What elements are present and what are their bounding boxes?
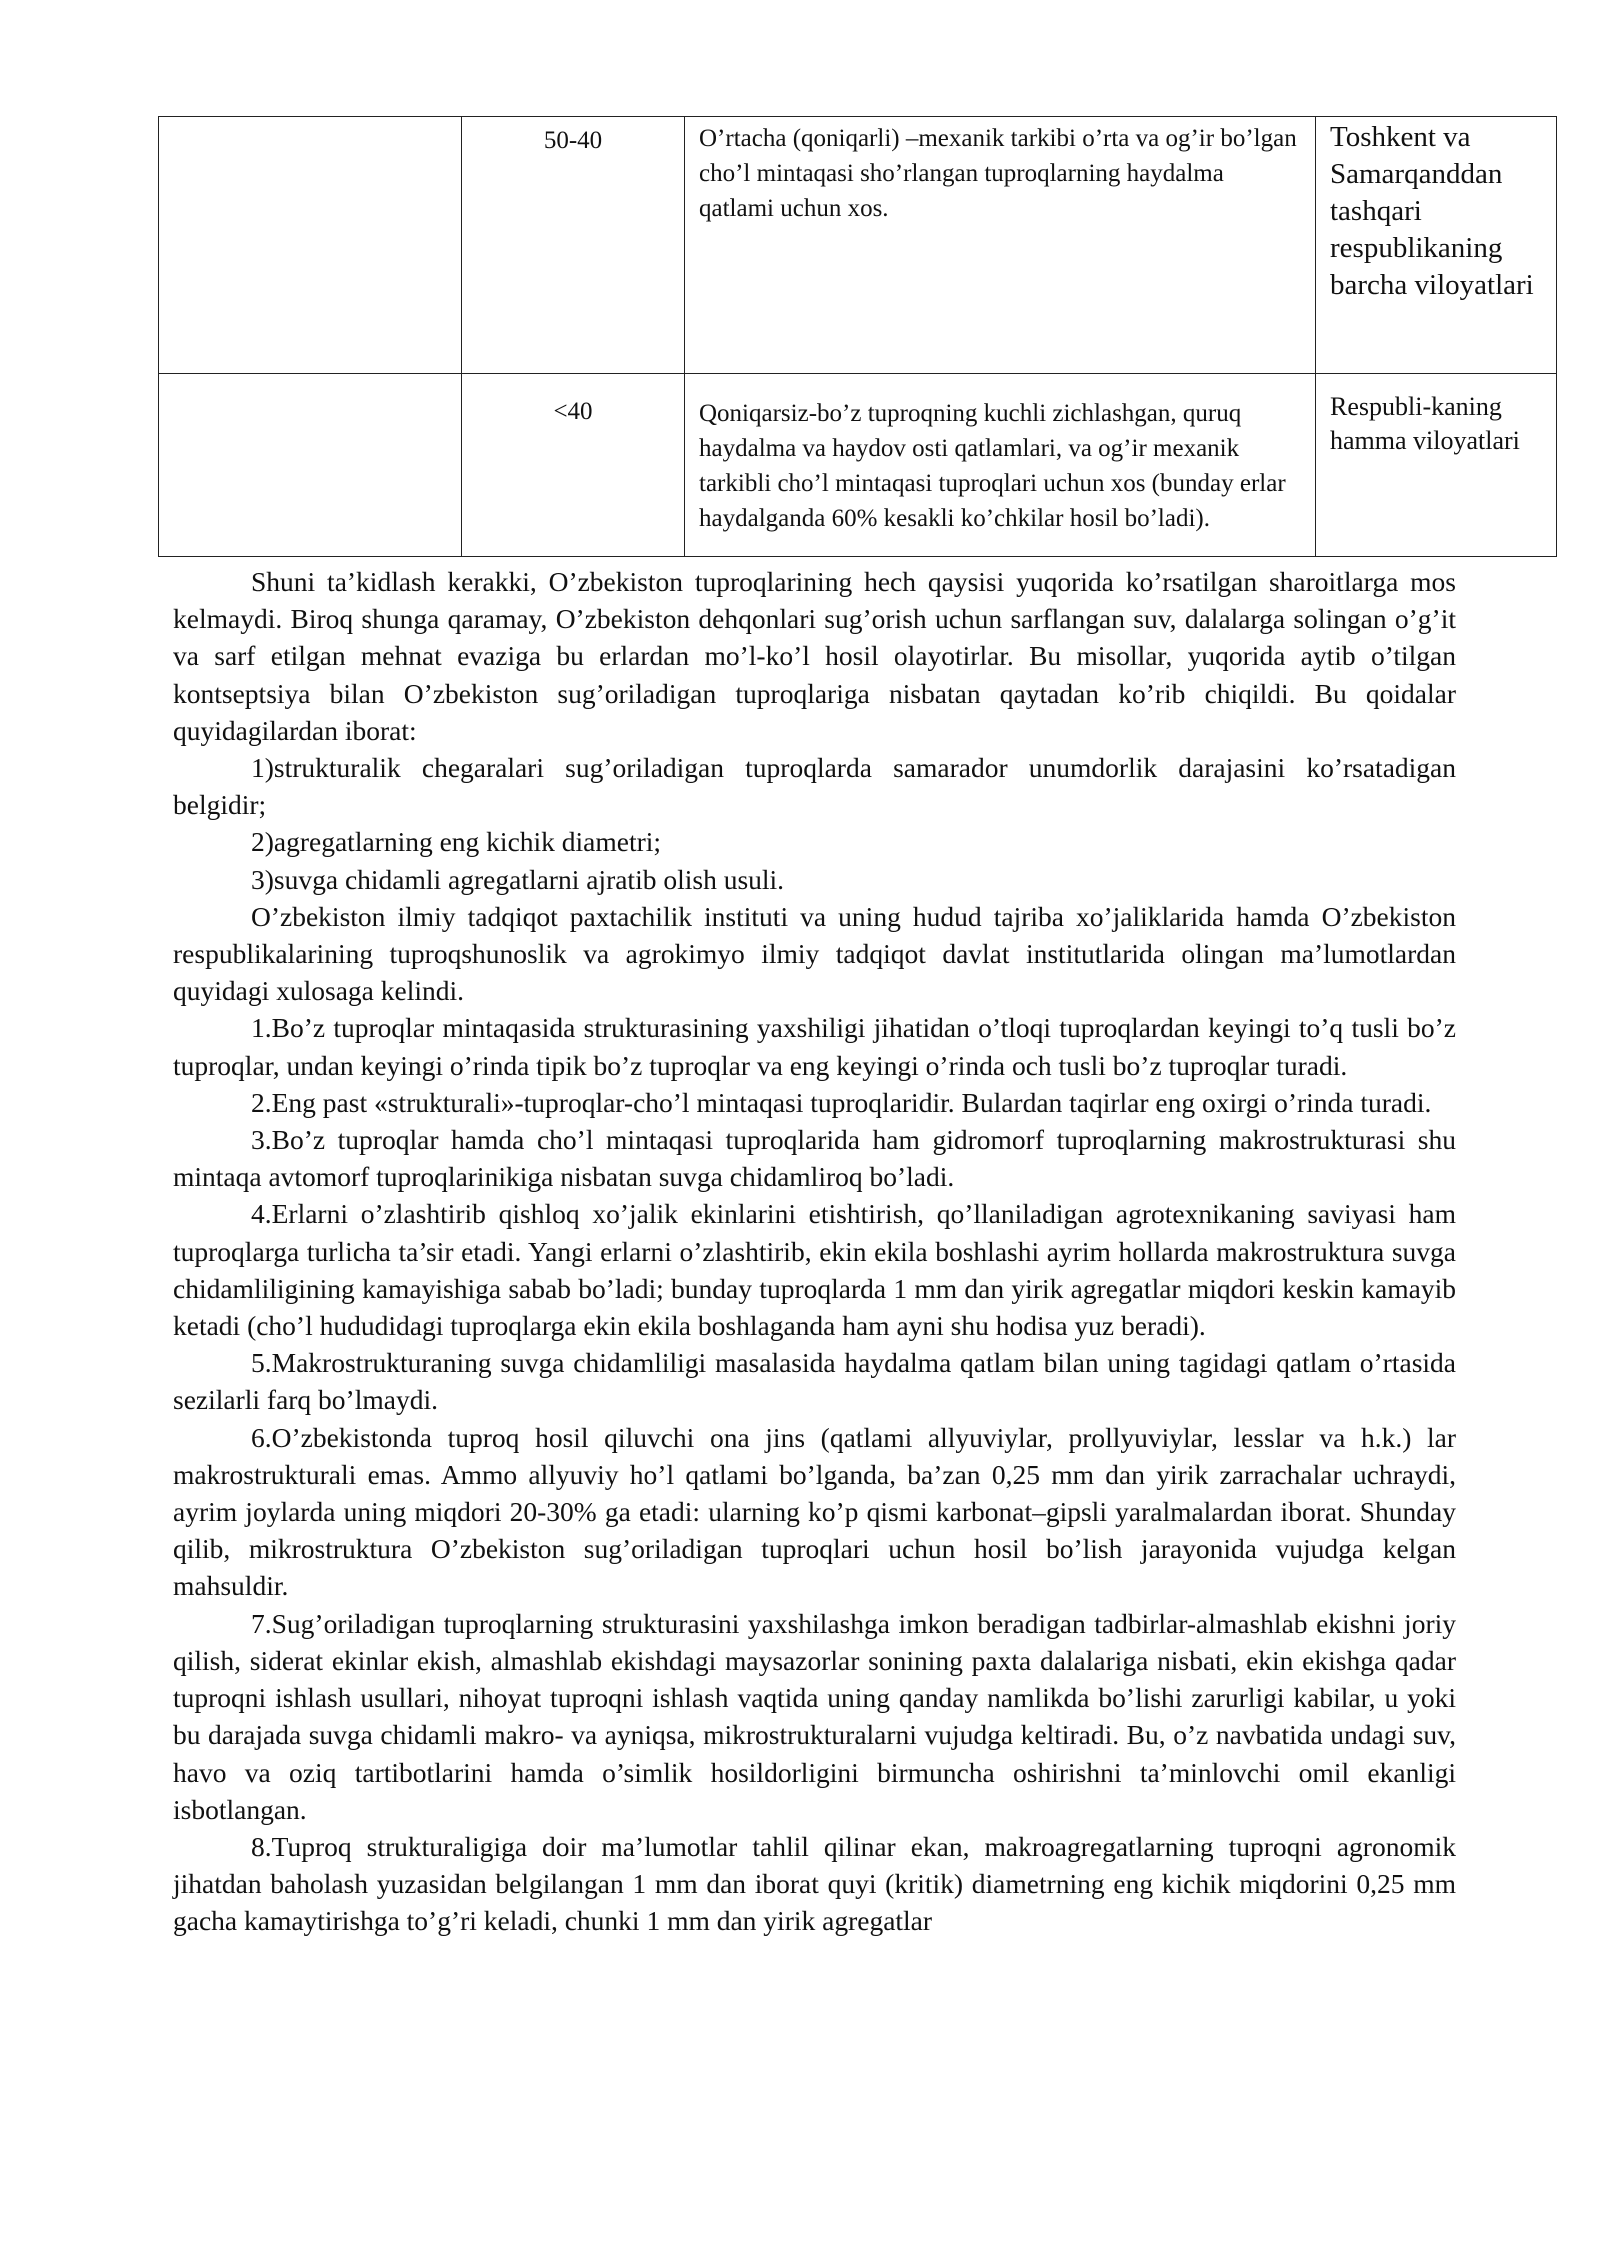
- paragraph-point-3: 3.Bo’z tuproqlar hamda cho’l mintaqasi tuproqlarida ham gidromorf tuproqlarning makrostrukturasi shu mintaqa avtomorf tuproqlarinikiga nisbatan suvga chidamliroq bo’ladi.: [173, 1124, 1456, 1193]
- paragraph-point-4: 4.Erlarni o’zlashtirib qishloq xo’jalik ekinlarini etishtirish, qo’llaniladigan agrotexnikaning saviyasi ham tuproqlarga turlicha ta’sir etadi. Yangi erlarni o’zlashtirib, ekin ekila boshlashi ayrim hollarda makrostruktura suvga chidamliligining kamayishiga sabab bo’ladi; bunday tuproqlarda 1 mm dan yirik agregatlar miqdori keskin kamayib ketadi (cho’l hududidagi tuproqlarga ekin ekila boshlaganda ham ayni shu hodisa yuz beradi).: [173, 1198, 1456, 1342]
- table-cell-region: [1316, 374, 1557, 557]
- table-cell-region: [1316, 117, 1557, 374]
- paragraph-conclusion-intro: O’zbekiston ilmiy tadqiqot paxtachilik instituti va uning hudud tajriba xo’jaliklarida hamda O’zbekiston respublikalarining tuproqshunoslik va agrokimyo ilmiy tadqiqot davlat institutlarida olingan ma’lumotlardan quyidagi xulosaga kelindi.: [173, 900, 1456, 1007]
- paragraph-point-1: 1.Bo’z tuproqlar mintaqasida strukturasining yaxshiligi jihatidan o’tloqi tuproqlardan keyingi to’q tusli bo’z tuproqlar, undan keyingi o’rinda tipik bo’z tuproqlar va eng keyingi o’rinda och tusli bo’z tuproqlar turadi.: [173, 1012, 1456, 1081]
- region-text: Respubli-kaning hamma viloyatlari: [1330, 392, 1520, 455]
- table-cell-description: [685, 374, 1316, 557]
- paragraph-point-8: 8.Tuproq strukturaligiga doir ma’lumotlar tahlil qilinar ekan, makroagregatlarning tuproqni agronomik jihatdan baholash yuzasidan belgilangan 1 mm dan iborat quyi (kritik) diametrning eng kichik miqdorini 0,25 mm gacha kamaytirishga to’g’ri keladi, chunki 1 mm dan yirik agregatlar: [173, 1830, 1456, 1937]
- region-text: Toshkent va Samarqanddan tashqari respublikaning barcha viloyatlari: [1330, 121, 1534, 301]
- structure-value: <40: [553, 398, 593, 425]
- table-cell-value: [462, 374, 685, 557]
- paragraph-point-7: 7.Sug’oriladigan tuproqlarning strukturasini yaxshilashga imkon beradigan tadbirlar-almashlab ekishni joriy qilish, siderat ekinlar ekish, almashlab ekishdagi maysazorlar sonining paxta dalalariga nisbati, ekin ekishga qadar tuproqni ishlash usullari, nihoyat tuproqni ishlash vaqtida uning qanday namlikda bo’lishi zarurligi kabilar, u yoki bu darajada suvga chidamli makro- va ayniqsa, mikrostrukturalarni vujudga keltiradi. Bu, o’z navbatida undagi suv, havo va oziq tartibotlarini hamda o’simlik hosildorligini birmuncha oshirishni ta’minlovchi omil ekanligi isbotlangan.: [173, 1607, 1456, 1825]
- paragraph-intro: Shuni ta’kidlash kerakki, O’zbekiston tuproqlarining hech qaysisi yuqorida ko’rsatilgan sharoitlarga mos kelmaydi. Biroq shunga qaramay, O’zbekiston dehqonlari sug’orish uchun sarflangan suv, dalalarga solingan o’g’it va sarf etilgan mehnat evaziga bu erlardan mo’l-ko’l hosil olayotirlar. Bu misollar, yuqorida aytib o’tilgan kontseptsiya bilan O’zbekiston sug’oriladigan tuproqlariga nisbatan qaytadan ko’rib chiqildi. Bu qoidalar quyidagilardan iborat:: [173, 566, 1456, 746]
- paragraph-point-5: 5.Makrostrukturaning suvga chidamliligi masalasida haydalma qatlam bilan uning tagidagi qatlam o’rtasida sezilarli farq bo’lmaydi.: [173, 1347, 1456, 1416]
- table-cell-empty: [159, 374, 462, 557]
- paragraph-point-6: 6.O’zbekistonda tuproq hosil qiluvchi ona jins (qatlami allyuviylar, prollyuviylar, lesslar va h.k.) lar makrostrukturali emas. Ammo allyuviy ho’l qatlami bo’lganda, ba’zan 0,25 mm dan yirik zarrachalar uchraydi, ayrim joylarda uning miqdori 20-30% ga etadi: ularning ko’p qismi karbonat–gipsli yaralmalardan iborat. Shunday qilib, mikrostruktura O’zbekiston sug’oriladigan tuproqlari uchun hosil bo’lish jarayonida vujudga kelgan mahsuldir.: [173, 1421, 1456, 1602]
- table-cell-description: [685, 117, 1316, 374]
- table-row: [159, 117, 1557, 374]
- table-cell-empty: [159, 117, 462, 374]
- structure-value: 50-40: [543, 127, 603, 154]
- paragraph-rule-1: 1)strukturalik chegaralari sug’oriladigan tuproqlarda samarador unumdorlik darajasini ko’rsatadigan belgidir;: [173, 752, 1456, 821]
- body-text: [173, 563, 1456, 1940]
- table-row: [159, 374, 1557, 557]
- paragraph-rule-2: 2)agregatlarning eng kichik diametri;: [251, 826, 662, 858]
- paragraph-point-2: 2.Eng past «strukturali»-tuproqlar-cho’l mintaqasi tuproqlaridir. Bulardan taqirlar eng oxirgi o’rinda turadi.: [251, 1086, 1432, 1118]
- soil-structure-table: [158, 116, 1557, 557]
- structure-description: O’rtacha (qoniqarli) –mexanik tarkibi o’rta va og’ir bo’lgan cho’l mintaqasi sho’rlangan tuproqlarning haydalma qatlami uchun xos.: [699, 125, 1297, 222]
- paragraph-rule-3: 3)suvga chidamli agregatlarni ajratib olish usuli.: [251, 863, 785, 895]
- table-cell-value: [462, 117, 685, 374]
- structure-description: Qoniqarsiz-bo’z tuproqning kuchli zichlashgan, quruq haydalma va haydov osti qatlamlari, va og’ir mexanik tarkibli cho’l mintaqasi tuproqlari uchun xos (bunday erlar haydalganda 60% kesakli ko’chkilar hosil bo’ladi).: [699, 400, 1286, 532]
